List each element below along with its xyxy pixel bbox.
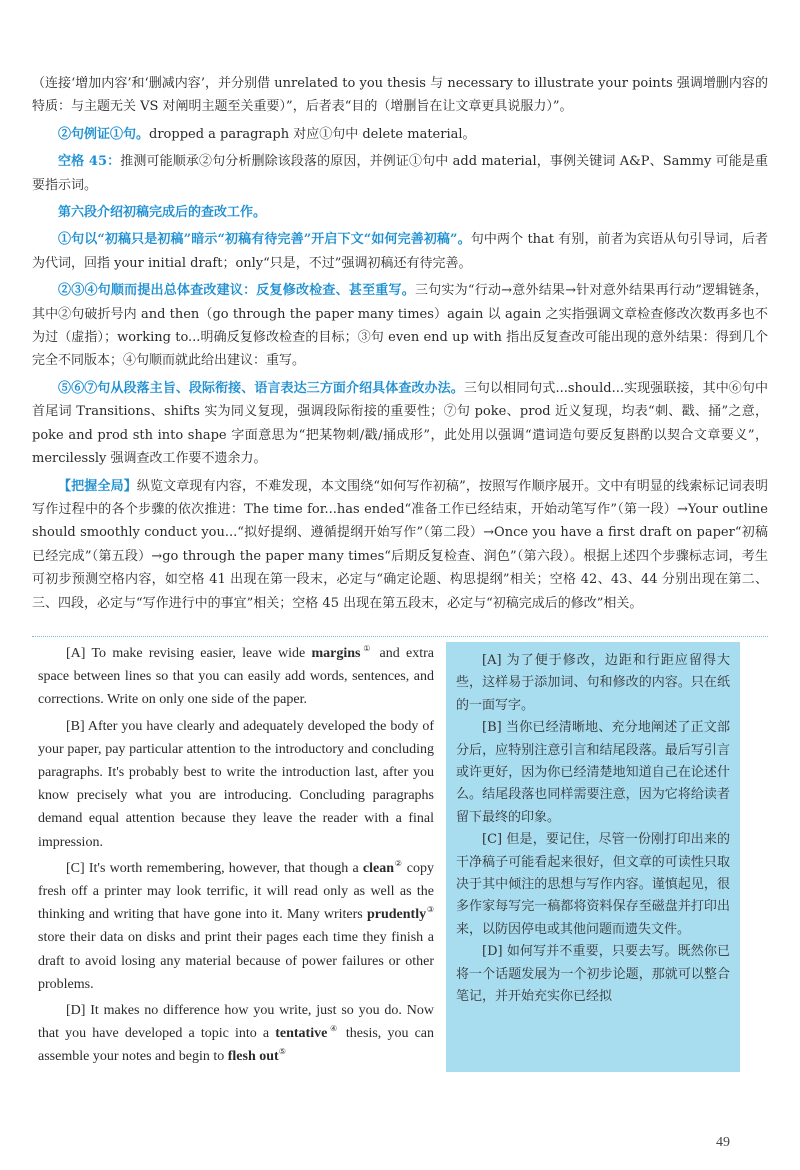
para-1: （连接‘增加内容’和‘删减内容’，并分别借 unrelated to you thesis 与 necessary to illustrate your points 强调增删内容的特质：与主题无关 VS 对阐明主题至关重要）”，后者表“目的（增删旨在让文章更具说服力）”。 [32,76,768,115]
analysis-text [32,72,768,619]
option-d-cn: [D] 如何写并不重要，只要去写。既然你已将一个话题发展为一个初步论题，那就可以整合笔记，并开始充实你已经拟 [456,944,730,1005]
option-d-en: [D] It makes no difference how you write, just so you do. Now that you have developed a topic into a tentative④ thesis, you can assemble your notes and begin to flesh out⑤ [38,1003,435,1065]
para-6-head: ②③④句顺而提出总体查改建议：反复修改检查、甚至重写。 [58,283,415,299]
dotted-divider [32,636,768,637]
vocab-clean: clean [362,860,394,876]
vocab-tentative: tentative [275,1026,328,1042]
para-2-head: ②句例证①句。 [58,126,150,142]
option-a-en: [A] To make revising easier, leave wide margins① and extra space between lines so that you can easily add words, sentences, and corrections. Write on only one side of the paper. [38,644,434,708]
option-b-en: [B] After you have clearly and adequately developed the body of your paper, pay particular attention to the introductory and concluding paragraphs. It's probably best to write the introduction last, after you know precisely what you are introducing. Concluding paragraphs demand equal attention because they leave the reader with a final impression. [38,718,434,850]
vocab-margins: margins [311,646,361,661]
para-8: 【把握全局】纵览文章现有内容，不难发现，本文围绕“如何写作初稿”，按照写作顺序展开。文中有明显的线索标记词表明写作过程中的各个步骤的依次推进：The time for...has ended“准备工作已经结束，开始动笔写作”（第一段）→Your outline should smoothly conduct you...“拟好提纲、遵循提纲开始写作”（第二段）→Once you have a first draft on paper“初稿已经完成”（第五段）→go through the paper many times“后期反复检查、润色”（第六段）。根据上述四个步骤标志词，考生可初步预测空格内容，如空格 41 出现在第一段末，必定与“确定论题、构思提纲”相关；空格 42、43、44 分别出现在第二、三、四段，必定与“写作进行中的事宜”相关；空格 45 出现在第五段末，必定与“初稿完成后的修改”相关。 [32,478,768,611]
vocab-prudently: prudently [366,907,427,923]
para-5-head: ①句以“初稿只是初稿”暗示“初稿有待完善”开启下文“如何完善初稿”。 [58,232,471,248]
para-6: ②③④句顺而提出总体查改建议：反复修改检查、甚至重写。三句实为“行动→意外结果→针对意外结果再行动”逻辑链条，其中②句破折号内 and then（go through the paper many times）again 以 again 之实指强调文章检查修改次数再多也不为过（虚指）；working to...明确反复修改检查的目标；③句 even end up with 指出反复查改可能出现的意外结果：得到几个完全不同版本；④句顺而就此给出建议：重写。 [32,283,768,369]
blank-45-label: 空格 45： [58,154,121,170]
page-number: 49 [716,1135,730,1150]
option-c-cn: [C] 但是，要记住，尽管一份刚打印出来的干净稿子可能看起来很好，但文章的可读性只取决于其中倾注的思想与写作内容。谨慎起见，很多作家每写完一稿都将资料保存至磁盘并打印出来，以防因停电或其他问题而遗失文件。 [456,832,730,937]
option-c-en: [C] It's worth remembering, however, that though a clean② copy fresh off a printer may look terrific, it will read only as well as the thinking and writing that have gone into it. Many writers prudently③ store their data on disks and print their pages each time they finish a draft to avoid losing any material because of power failures or other problems. [38,858,435,992]
para-3: 空格 45：推测可能顺承②句分析删除该段落的原因，并例证①句中 add material，事例关键词 A&P、Sammy 可能是重要指示词。 [32,154,768,193]
para-4 [32,201,768,224]
chinese-translation-box [446,642,740,1072]
english-options [38,642,434,1072]
para-7: ⑤⑥⑦句从段落主旨、段际衔接、语言表达三方面介绍具体查改办法。三句以相同句式...should...实现强联接，其中⑥句中首尾词 Transitions、shifts 实为同义复现，强调段际衔接的重要性；⑦句 poke、prod 近义复现，均表“刺、戳、捅”之意，poke and prod sth into shape 字面意思为“把某物刺/戳/捅成形”，此处用以强调“遣词造句要反复斟酌以契合文章要义”，mercilessly 强调查改工作要不遗余力。 [32,380,768,467]
option-a-cn: [A] 为了便于修改，边距和行距应留得大些，这样易于添加词、句和修改的内容。只在纸的一面写字。 [456,653,730,713]
para-5: ①句以“初稿只是初稿”暗示“初稿有待完善”开启下文“如何完善初稿”。句中两个 that 有别，前者为宾语从句引导词，后者为代词，回指 your initial draft；only“只是，不过”强调初稿还有待完善。 [32,232,768,271]
para-7-head: ⑤⑥⑦句从段落主旨、段际衔接、语言表达三方面介绍具体查改办法。 [58,380,464,396]
vocab-flesh-out: flesh out [227,1049,279,1065]
para-2: ②句例证①句。dropped a paragraph 对应①句中 delete material。 [58,126,476,142]
option-b-cn: [B] 当你已经清晰地、充分地阐述了正文部分后，应特别注意引言和结尾段落。最后写引言或许更好，因为你已经清楚地知道自己在论述什么。结尾段落也同样需要注意，因为它将给读者留下最终的印象。 [456,720,730,825]
overview-label: 【把握全局】 [58,478,137,494]
para-4-head: 第六段介绍初稿完成后的查改工作。 [58,205,267,221]
